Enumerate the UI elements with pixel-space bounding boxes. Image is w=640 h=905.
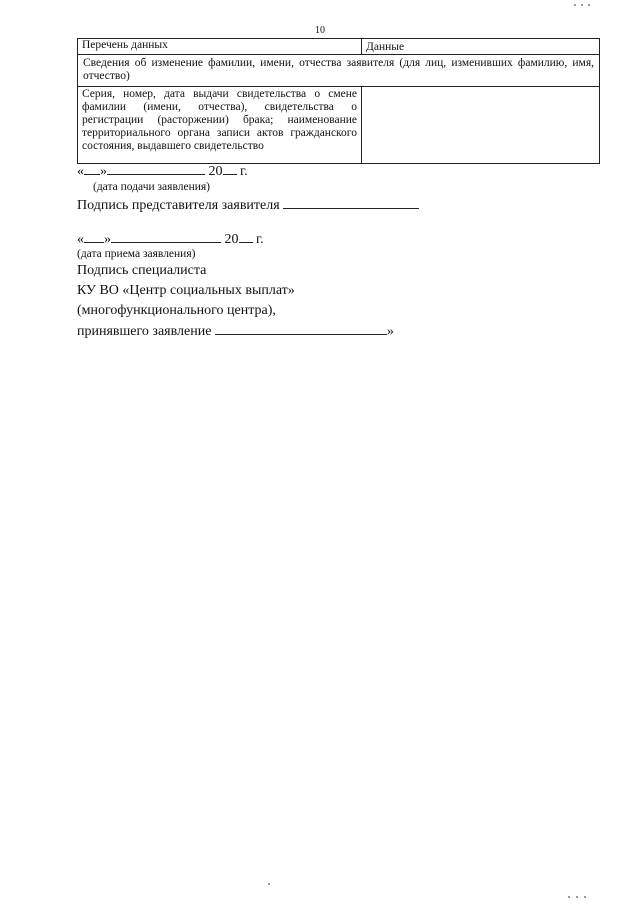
- representative-signature-line: [77, 197, 419, 214]
- year-blank[interactable]: [223, 163, 237, 175]
- year-suffix: г.: [256, 232, 264, 247]
- header-data-list: Перечень данных: [78, 39, 362, 55]
- page-number: 10: [315, 25, 325, 36]
- table-header-row: [78, 39, 600, 55]
- quote-open: «: [77, 232, 84, 247]
- scan-speck: [574, 4, 576, 6]
- quote-open: «: [77, 164, 84, 179]
- year-suffix: г.: [240, 164, 248, 179]
- scan-speck: [576, 896, 578, 898]
- day-blank[interactable]: [84, 231, 104, 243]
- row-value[interactable]: [362, 87, 600, 164]
- organization-name: КУ ВО «Центр социальных выплат»: [77, 283, 295, 298]
- scan-speck: [568, 896, 570, 898]
- year-blank[interactable]: [239, 231, 253, 243]
- quote-close: »: [104, 232, 111, 247]
- table-section-row: [78, 55, 600, 87]
- acceptance-date-line: [77, 231, 264, 248]
- header-data: Данные: [362, 39, 600, 55]
- closing-quote: »: [386, 324, 394, 339]
- specialist-signature-label: Подпись специалиста: [77, 263, 207, 278]
- month-blank[interactable]: [111, 231, 221, 243]
- table-row: [78, 87, 600, 164]
- year-prefix: 20: [224, 232, 239, 247]
- submission-date-line: [77, 163, 248, 180]
- data-table: [77, 38, 600, 164]
- scan-speck: [588, 4, 590, 6]
- quote-close: »: [100, 164, 107, 179]
- submission-date-caption: (дата подачи заявления): [93, 181, 210, 193]
- month-blank[interactable]: [107, 163, 205, 175]
- specialist-signature-blank[interactable]: [215, 323, 387, 335]
- year-prefix: 20: [208, 164, 223, 179]
- scan-speck: [581, 4, 583, 6]
- scan-speck: [584, 896, 586, 898]
- accepted-by-line: [77, 323, 394, 340]
- accepted-by-label: принявшего заявление: [77, 324, 212, 339]
- mfc-note: (многофункционального центра),: [77, 303, 276, 318]
- representative-signature-blank[interactable]: [283, 197, 419, 209]
- scan-speck: [268, 883, 270, 885]
- section-title: Сведения об изменение фамилии, имени, отчества заявителя (для лиц, изменивших фамилию, имя, отчество): [78, 55, 600, 87]
- acceptance-date-caption: (дата приема заявления): [77, 248, 196, 260]
- day-blank[interactable]: [84, 163, 100, 175]
- row-label: Серия, номер, дата выдачи свидетельства о смене фамилии (имени, отчества), свидетельства о регистрации (расторжении) брака; наименование территориального органа записи актов гражданского состояния, выдавшего свидетельство: [78, 87, 362, 164]
- representative-signature-label: Подпись представителя заявителя: [77, 198, 280, 213]
